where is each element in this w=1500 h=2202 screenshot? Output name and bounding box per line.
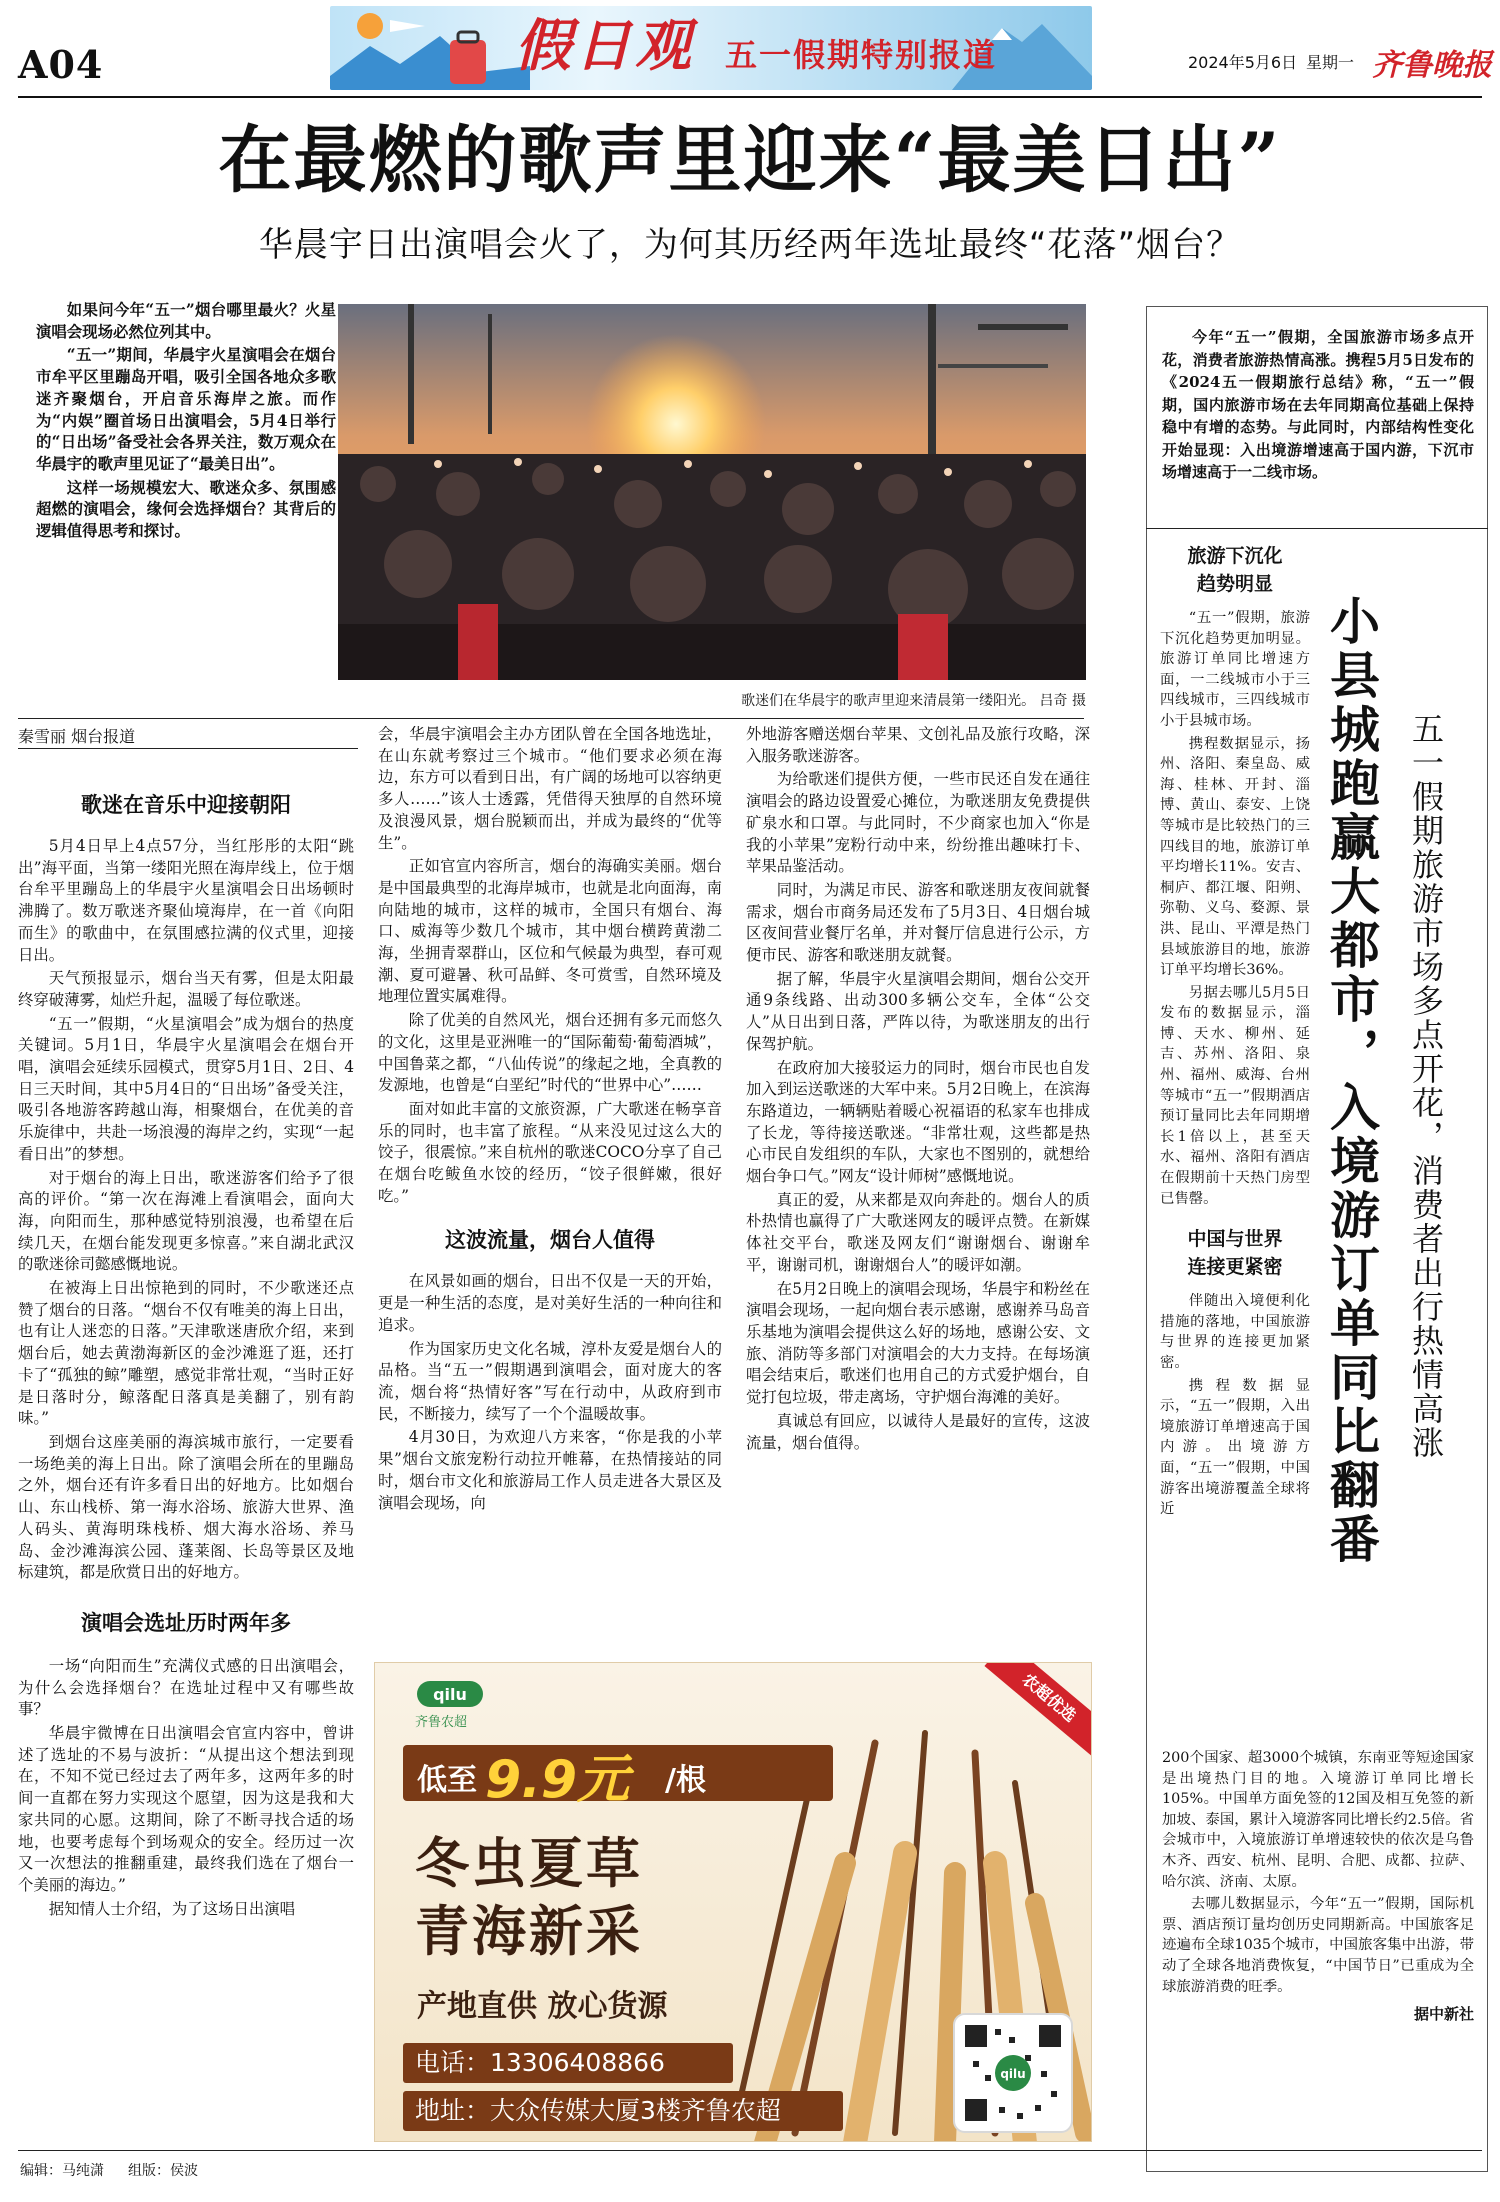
sidebar-para: 携程数据显示，扬州、洛阳、秦皇岛、威海、桂林、开封、淄博、黄山、泰安、上饶等城市是比较热门的三四线目的地，旅游订单平均增长11%。安吉、桐庐、都江堰、阳朔、弥勒、义乌、婺源、景洪、昆山、平潭是热门县域旅游目的地，旅游订单平均增长36%。	[1160, 735, 1310, 979]
body-para: 对于烟台的海上日出，歌迷游客们给予了很高的评价。“第一次在海滩上看演唱会，面向大海，向阳而生，那种感觉特别浪漫，也希望在后续几天，在烟台能发现更多惊喜。”来自湖北武汉的歌迷徐司懿感慨地说。	[18, 1168, 354, 1274]
body-para: 在5月2日晚上的演唱会现场，华晨宇和粉丝在演唱会现场，一起向烟台表示感谢，感谢养马岛音乐基地为演唱会提供这么好的场地，感谢公安、文旅、消防等多部门对演唱会的大力支持。在每场演唱会结束后，歌迷们也用自己的方式爱护烟台，自觉打包垃圾，带走离场，守护烟台海滩的美好。	[746, 1279, 1090, 1407]
brand-name: 齐鲁农超	[415, 1715, 468, 1730]
lede-para: “五一”期间，华晨宇火星演唱会在烟台市牟平区里蹦岛开唱，吸引全国各地众多歌迷齐聚烟台，开启音乐海岸之旅。而作为“内娱”圈首场日出演唱会，5月4日举行的“日出场”备受社会各界关注，数万观众在华晨宇的歌声里见证了“最美日出”。	[36, 346, 336, 473]
section-heading: 演唱会选址历时两年多	[81, 1610, 291, 1635]
price-prefix: 低至	[417, 1763, 477, 1798]
issue-weekday: 星期一	[1306, 53, 1355, 72]
body-para: “五一”假期，“火星演唱会”成为烟台的热度关键词。5月1日，华晨宇火星演唱会在烟台开唱，演唱会延续乐园模式，贯穿5月1日、2日、4日三天时间，其中5月4日的“日出场”备受关注，吸引各地游客跨越山海，相聚烟台，在优美的音乐旋律中，共赴一场浪漫的海岸之约，实现“一起看日出”的梦想。	[18, 1014, 354, 1163]
sidebar-para: “五一”假期，旅游下沉化趋势更加明显。旅游订单同比增速方面，一二线城市小于三四线城市，三四线城市小于县城市场。	[1160, 610, 1310, 729]
photo-caption: 歌迷们在华晨宇的歌声里迎来清晨第一缕阳光。 吕奇 摄	[741, 693, 1086, 709]
body-para: 华晨宇微博在日出演唱会官宣内容中，曾讲述了选址的不易与波折：“从提出这个想法到现在，不知不觉已经过去了两年多，这两年多的时间一直都在努力实现这个愿望，因为这是我和大家共同的心愿。这期间，除了不断寻找合适的场地，也要考虑每个到场观众的安全。经历过一次又一次想法的推翻重建，最终我们选在了烟台一个美丽的海边。”	[18, 1724, 354, 1894]
body-para: 正如官宣内容所言，烟台的海确实美丽。烟台是中国最典型的北海岸城市，也就是北向面海，南向陆地的城市，这样的城市，全国只有烟台、海口、威海等少数几个城市，其中烟台横跨黄渤二海，坐拥青翠群山，区位和气候最为典型，春可观潮、夏可避暑、秋可品鲜、冬可赏雪，自然环境及地理位置实属难得。	[378, 857, 722, 1006]
qr-code[interactable]	[953, 2013, 1073, 2133]
body-para: 除了优美的自然风光，烟台还拥有多元而悠久的文化，这里是亚洲唯一的“国际葡萄·葡萄酒城”，中国鲁菜之都，“八仙传说”的缘起之地，全真教的发源地，也曾是“白垩纪”时代的“世界中心”……	[378, 1011, 722, 1095]
ad-address: 地址：大众传媒大厦3楼齐鲁农超	[403, 2091, 843, 2131]
page-number: A04	[18, 42, 104, 87]
byline-rule	[18, 748, 358, 749]
subheadline: 华晨宇日出演唱会火了，为何其历经两年选址最终“花落”烟台？	[258, 225, 1242, 265]
product-name-line2: 青海新采	[415, 1899, 643, 1963]
sidebar-rule	[1146, 528, 1488, 529]
byline: 秦雪丽 烟台报道	[18, 727, 136, 746]
body-para: 在被海上日出惊艳到的同时，不少歌迷还点赞了烟台的日落。“烟台不仅有唯美的海上日出，也有让人迷恋的日落。”天津歌迷唐欣介绍，来到烟台后，她去黄渤海新区的金沙滩逛了逛，还打卡了“孤独的鲸”雕塑，感觉非常壮观，“当时正好是日落时分，鲸落配日落真是美翻了，别有韵味。”	[18, 1279, 354, 1428]
body-para: 一场“向阳而生”充满仪式感的日出演唱会，为什么会选择烟台？在选址过程中又有哪些故事？	[18, 1656, 354, 1719]
main-column-2	[378, 724, 722, 1516]
headline: 在最燃的歌声里迎来“最美日出”	[218, 117, 1282, 203]
sidebar-para: 200个国家、超3000个城镇，东南亚等短途国家是出境热门目的地。入境游订单同比增长105%。中国单方面免签的12国及相互免签的新加坡、泰国，累计入境游客同比增长约2.5倍。省会城市中，入境旅游订单增速较快的依次是乌鲁木齐、西安、杭州、昆明、合肥、成都、拉萨、哈尔滨、济南、太原。	[1162, 1750, 1474, 1890]
column-name: 假日观	[515, 13, 695, 79]
ad-phone[interactable]: 电话：13306408866	[403, 2043, 733, 2083]
body-para: 作为国家历史文化名城，淳朴友爱是烟台人的品格。当“五一”假期遇到演唱会，面对庞大的客流，烟台将“热情好客”写在行动中，从政府到市民，不断接力，续写了一个个温暖故事。	[378, 1339, 722, 1423]
sidebar-intro-para: 今年“五一”假期，全国旅游市场多点开花，消费者旅游热情高涨。携程5月5日发布的《2024五一假期旅行总结》称，“五一”假期，国内旅游市场在去年同期高位基础上保持稳中有增的态势。与此同时，内部结构性变化开始显现：入出境游增速高于国内游，下沉市场增速高于一二线市场。	[1162, 328, 1474, 481]
body-para: 真正的爱，从来都是双向奔赴的。烟台人的质朴热情也赢得了广大歌迷网友的暖评点赞。在新媒体社交平台，歌迷及网友们“谢谢烟台、谢谢牟平，谢谢司机，谢谢烟台人”的暖评如潮。	[746, 1190, 1090, 1274]
sidebar-heading-line: 连接更紧密	[1187, 1256, 1283, 1279]
body-para: 据知情人士介绍，为了这场日出演唱	[48, 1899, 296, 1918]
body-para: 外地游客赠送烟台苹果、文创礼品及旅行攻略，深入服务歌迷游客。	[746, 725, 1090, 765]
sunrise-crowd-image	[338, 304, 1086, 680]
main-column-3	[746, 724, 1090, 1456]
body-para: 4月30日，为欢迎八方来客，“你是我的小苹果”烟台文旅宠粉行动拉开帷幕，在热情接站的同时，烟台市文化和旅游局工作人员走进各大景区及演唱会现场，向	[378, 1428, 722, 1512]
body-para: 在政府加大接驳运力的同时，烟台市民也自发加入到运送歌迷的大军中来。5月2日晚上，在滨海东路道边，一辆辆贴着暖心祝福语的私家车也排成了长龙，等待接送歌迷。“非常壮观，这些都是热心市民自发组织的车队，大家也不图别的，就想给烟台争口气。”网友“设计师树”感慨地说。	[746, 1058, 1090, 1186]
body-para: 面对如此丰富的文旅资源，广大歌迷在畅享音乐的同时，也丰富了旅程。“从来没见过这么大的饺子，很震惊。”来自杭州的歌迷COCO分享了自己在烟台吃鲅鱼水饺的经历，“饺子很鲜嫩，很好吃。”	[378, 1099, 722, 1205]
price-value: 9.9元	[485, 1750, 630, 1810]
body-para: 到烟台这座美丽的海滨城市旅行，一定要看一场绝美的海上日出。除了演唱会所在的里蹦岛之外，烟台还有许多看日出的好地方。比如烟台山、东山栈桥、第一海水浴场、旅游大世界、渔人码头、黄海明珠栈桥、烟大海水浴场、养马岛、金沙滩海滨公园、蓬莱阁、长岛等景区及地标建筑，都是欣赏日出的好地方。	[18, 1432, 354, 1582]
sidebar-heading-line: 旅游下沉化	[1187, 545, 1283, 567]
sidebar-para: 携程数据显示，“五一”假期，入出境旅游订单增速高于国内游。出境游方面，“五一”假期，中国游客出境游覆盖全球将近	[1160, 1377, 1310, 1518]
body-para: 会，华晨宇演唱会主办方团队曾在全国各地选址，在山东就考察过三个城市。“他们要求必须在海边，东方可以看到日出，有广阔的场地可以容纳更多人……”该人士透露，凭借得天独厚的自然环境及浪漫风景，烟台脱颖而出，并成为最终的“优等生”。	[378, 725, 722, 852]
price-suffix: /根	[665, 1763, 706, 1798]
svg-text:qilu: qilu	[433, 1685, 467, 1704]
sidebar-heading	[1160, 542, 1310, 598]
body-para: 真诚总有回应，以诚待人是最好的宣传，这波流量，烟台值得。	[746, 1411, 1090, 1452]
sidebar-heading	[1160, 1225, 1310, 1281]
body-para: 据了解，华晨宇火星演唱会期间，烟台公交开通9条线路、出动300多辆公交车，全体“公交人”从日出到日落，严阵以待，为歌迷朋友的出行保驾护航。	[746, 969, 1090, 1053]
sidebar-para: 伴随出入境便利化措施的落地，中国旅游与世界的连接更加紧密。	[1160, 1293, 1310, 1371]
lede	[36, 300, 336, 545]
issue-date: 2024年5月6日	[1188, 53, 1298, 72]
lede-para: 如果问今年“五一”烟台哪里最火？火星演唱会现场必然位列其中。	[36, 301, 336, 341]
travel-illustration-icon	[330, 6, 530, 90]
footer-editor: 编辑：马纯潇	[20, 2163, 104, 2179]
body-para: 天气预报显示，烟台当天有雾，但是太阳最终穿破薄雾，灿烂升起，温暖了每位歌迷。	[18, 969, 354, 1009]
sidebar-source: 据中新社	[1413, 2005, 1474, 2024]
body-para: 5月4日早上4点57分，当红彤彤的太阳“跳出”海平面，当第一缕阳光照在海岸线上，位于烟台牟平里蹦岛上的华晨宇火星演唱会日出场顿时沸腾了。数万歌迷齐聚仙境海岸，在一首《向阳而生》的歌曲中，在氛围感拉满的仪式里，迎接日出。	[18, 837, 354, 964]
byline-rule	[18, 718, 1084, 719]
qr-pattern-icon	[955, 2015, 1071, 2131]
lede-para: 这样一场规模宏大、歌迷众多、氛围感超燃的演唱会，缘何会选择烟台？其背后的逻辑值得思考和探讨。	[36, 478, 336, 541]
sidebar-intro	[1162, 326, 1474, 484]
advertisement[interactable]	[374, 1662, 1092, 2142]
sidebar-column-bottom	[1162, 1748, 1474, 2024]
body-para: 在风景如画的烟台，日出不仅是一天的开始，更是一种生活的态度，是对美好生活的一种向往和追求。	[378, 1272, 722, 1334]
body-para: 同时，为满足市民、游客和歌迷朋友夜间就餐需求，烟台市商务局还发布了5月3日、4日烟台城区夜间营业餐厅名单，并对餐厅信息进行公示，方便市民、游客和歌迷朋友就餐。	[746, 880, 1090, 965]
footer-layout: 组版：侯波	[128, 2163, 198, 2179]
body-para: 为给歌迷们提供方便，一些市民还自发在通往演唱会的路边设置爱心摊位，为歌迷朋友免费提供矿泉水和口罩。与此同时，不少商家也加入“你是我的小苹果”宠粉行动中来，纷纷推出趣味打卡、苹果品鉴活动。	[746, 770, 1090, 876]
paper-name: 齐鲁晚报	[1372, 48, 1492, 83]
column-banner	[330, 6, 1092, 90]
sidebar-heading-line: 中国与世界	[1187, 1228, 1283, 1251]
ad-slogan: 产地直供 放心货源	[417, 1989, 668, 2024]
sidebar-heading-line: 趋势明显	[1196, 573, 1273, 595]
masthead-rule	[18, 96, 1482, 98]
sidebar-vertical-title: 小县城跑赢大都市，入境游订单同比翻番	[1322, 595, 1380, 1567]
ad-tag: 农超优选	[984, 1662, 1092, 1756]
section-heading: 歌迷在音乐中迎接朝阳	[81, 793, 291, 817]
main-column-1	[18, 768, 354, 1922]
section-heading: 这波流量，烟台人值得	[445, 1228, 655, 1253]
product-name-line1: 冬虫夏草	[415, 1831, 643, 1895]
concert-photo	[338, 304, 1086, 680]
svg-text:qilu: qilu	[1000, 2067, 1026, 2081]
sidebar-para: 另据去哪儿5月5日发布的数据显示，淄博、天水、柳州、延吉、苏州、洛阳、泉州、福州、威海、台州等城市“五一”假期酒店预订量同比去年同期增长1倍以上，甚至天水、福州、洛阳有酒店在假期前十天热门房型已售罄。	[1160, 984, 1310, 1207]
sidebar-column-top	[1160, 542, 1310, 1522]
sidebar-para: 去哪儿数据显示，今年“五一”假期，国际机票、酒店预订量均创历史同期新高。中国旅客足迹遍布全球1035个城市，中国旅客集中出游，带动了全球各地消费恢复，“中国节日”已重成为全球旅游消费的旺季。	[1162, 1896, 1474, 1995]
footer-rule	[18, 2150, 1482, 2151]
sidebar-vertical-subtitle: 五一假期旅游市场多点开花，消费者出行热情高涨	[1407, 712, 1445, 1460]
section-title: 五一假期特别报道	[725, 36, 998, 74]
